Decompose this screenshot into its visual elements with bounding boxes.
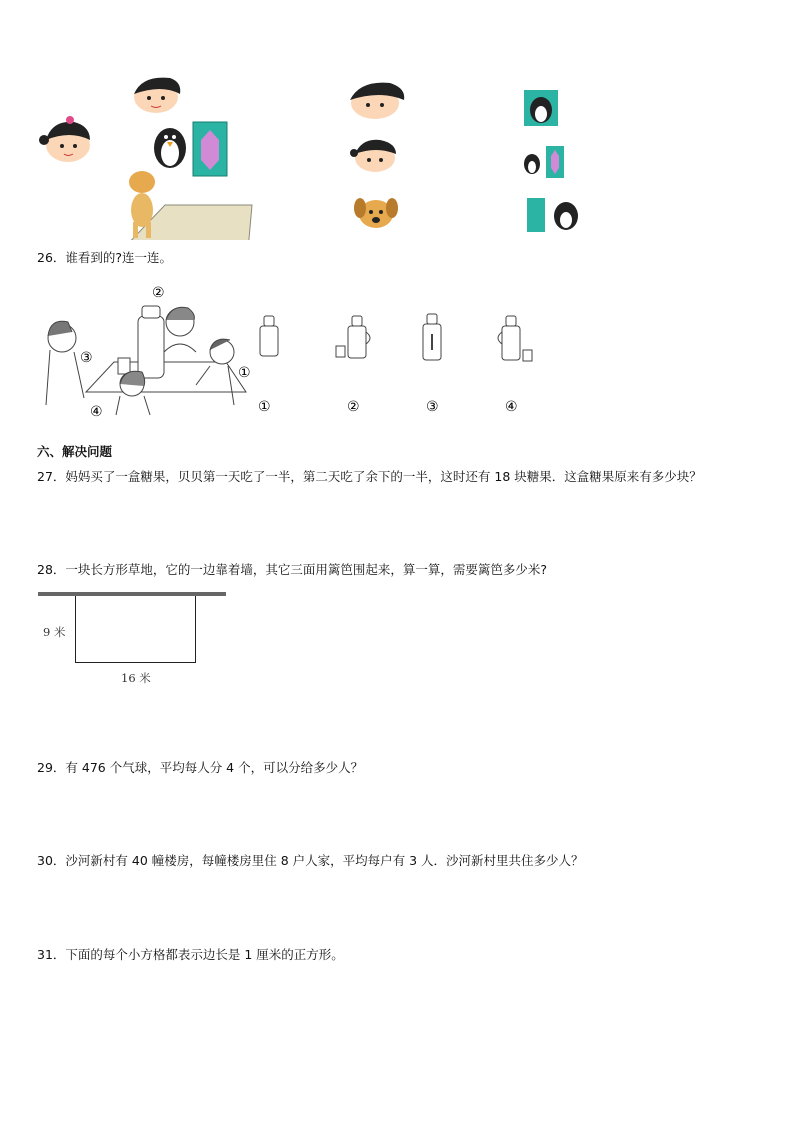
q29-text: 29．有 476 个气球，平均每人分 4 个，可以分给多少人？ bbox=[37, 760, 364, 775]
view-penguin-front bbox=[524, 90, 558, 126]
puppy-icon bbox=[354, 198, 398, 228]
view-label-4: ④ bbox=[505, 399, 518, 415]
view-label-1: ① bbox=[258, 399, 271, 415]
scene-label-4: ④ bbox=[90, 404, 103, 420]
boy-face-icon bbox=[350, 83, 404, 119]
view-label-2: ② bbox=[347, 399, 360, 415]
q31-text: 31．下面的每个小方格都表示边长是 1 厘米的正方形。 bbox=[37, 947, 344, 962]
section-title: 六、解决问题 bbox=[37, 444, 113, 459]
girl-face-icon bbox=[350, 140, 396, 172]
length-label: 16 米 bbox=[121, 671, 151, 685]
q26-figure bbox=[36, 280, 536, 425]
girl-face-icon bbox=[39, 116, 90, 162]
view-3-thermos bbox=[423, 314, 441, 360]
q27-text: 27．妈妈买了一盒糖果，贝贝第一天吃了一半，第二天吃了余下的一半，这时还有 18 块糖果．这盒糖果原来有多少块？ bbox=[37, 469, 702, 484]
view-2-thermos bbox=[336, 316, 370, 358]
view-label-3: ③ bbox=[426, 399, 439, 415]
scene-label-3: ③ bbox=[80, 350, 93, 366]
scene-label-2: ② bbox=[152, 285, 165, 301]
q28-text: 28．一块长方形草地，它的一边靠着墙，其它三面用篱笆围起来，算一算，需要篱笆多少米? bbox=[37, 562, 548, 577]
q30-text: 30．沙河新村有 40 幢楼房，每幢楼房里住 8 户人家，平均每户有 3 人．沙河新村里共住多少人？ bbox=[37, 853, 584, 868]
thermos-icon bbox=[138, 306, 164, 378]
grass-rectangle bbox=[75, 596, 196, 663]
view-1-thermos bbox=[260, 316, 278, 356]
penguin-icon bbox=[154, 128, 186, 168]
person-2 bbox=[164, 307, 196, 352]
width-label: 9 米 bbox=[43, 625, 66, 639]
q25-figure bbox=[30, 70, 630, 240]
q26-text: 26．谁看到的?连一连。 bbox=[37, 250, 173, 265]
cup-icon bbox=[193, 122, 227, 176]
person-1 bbox=[196, 339, 234, 405]
boy-face-icon bbox=[134, 78, 180, 113]
cup-icon bbox=[118, 358, 130, 374]
scene-label-1: ① bbox=[238, 365, 251, 381]
person-3 bbox=[46, 321, 84, 405]
view-penguin-left-cup bbox=[524, 146, 564, 178]
view-cup-penguin bbox=[527, 198, 578, 232]
view-4-thermos bbox=[498, 316, 532, 361]
